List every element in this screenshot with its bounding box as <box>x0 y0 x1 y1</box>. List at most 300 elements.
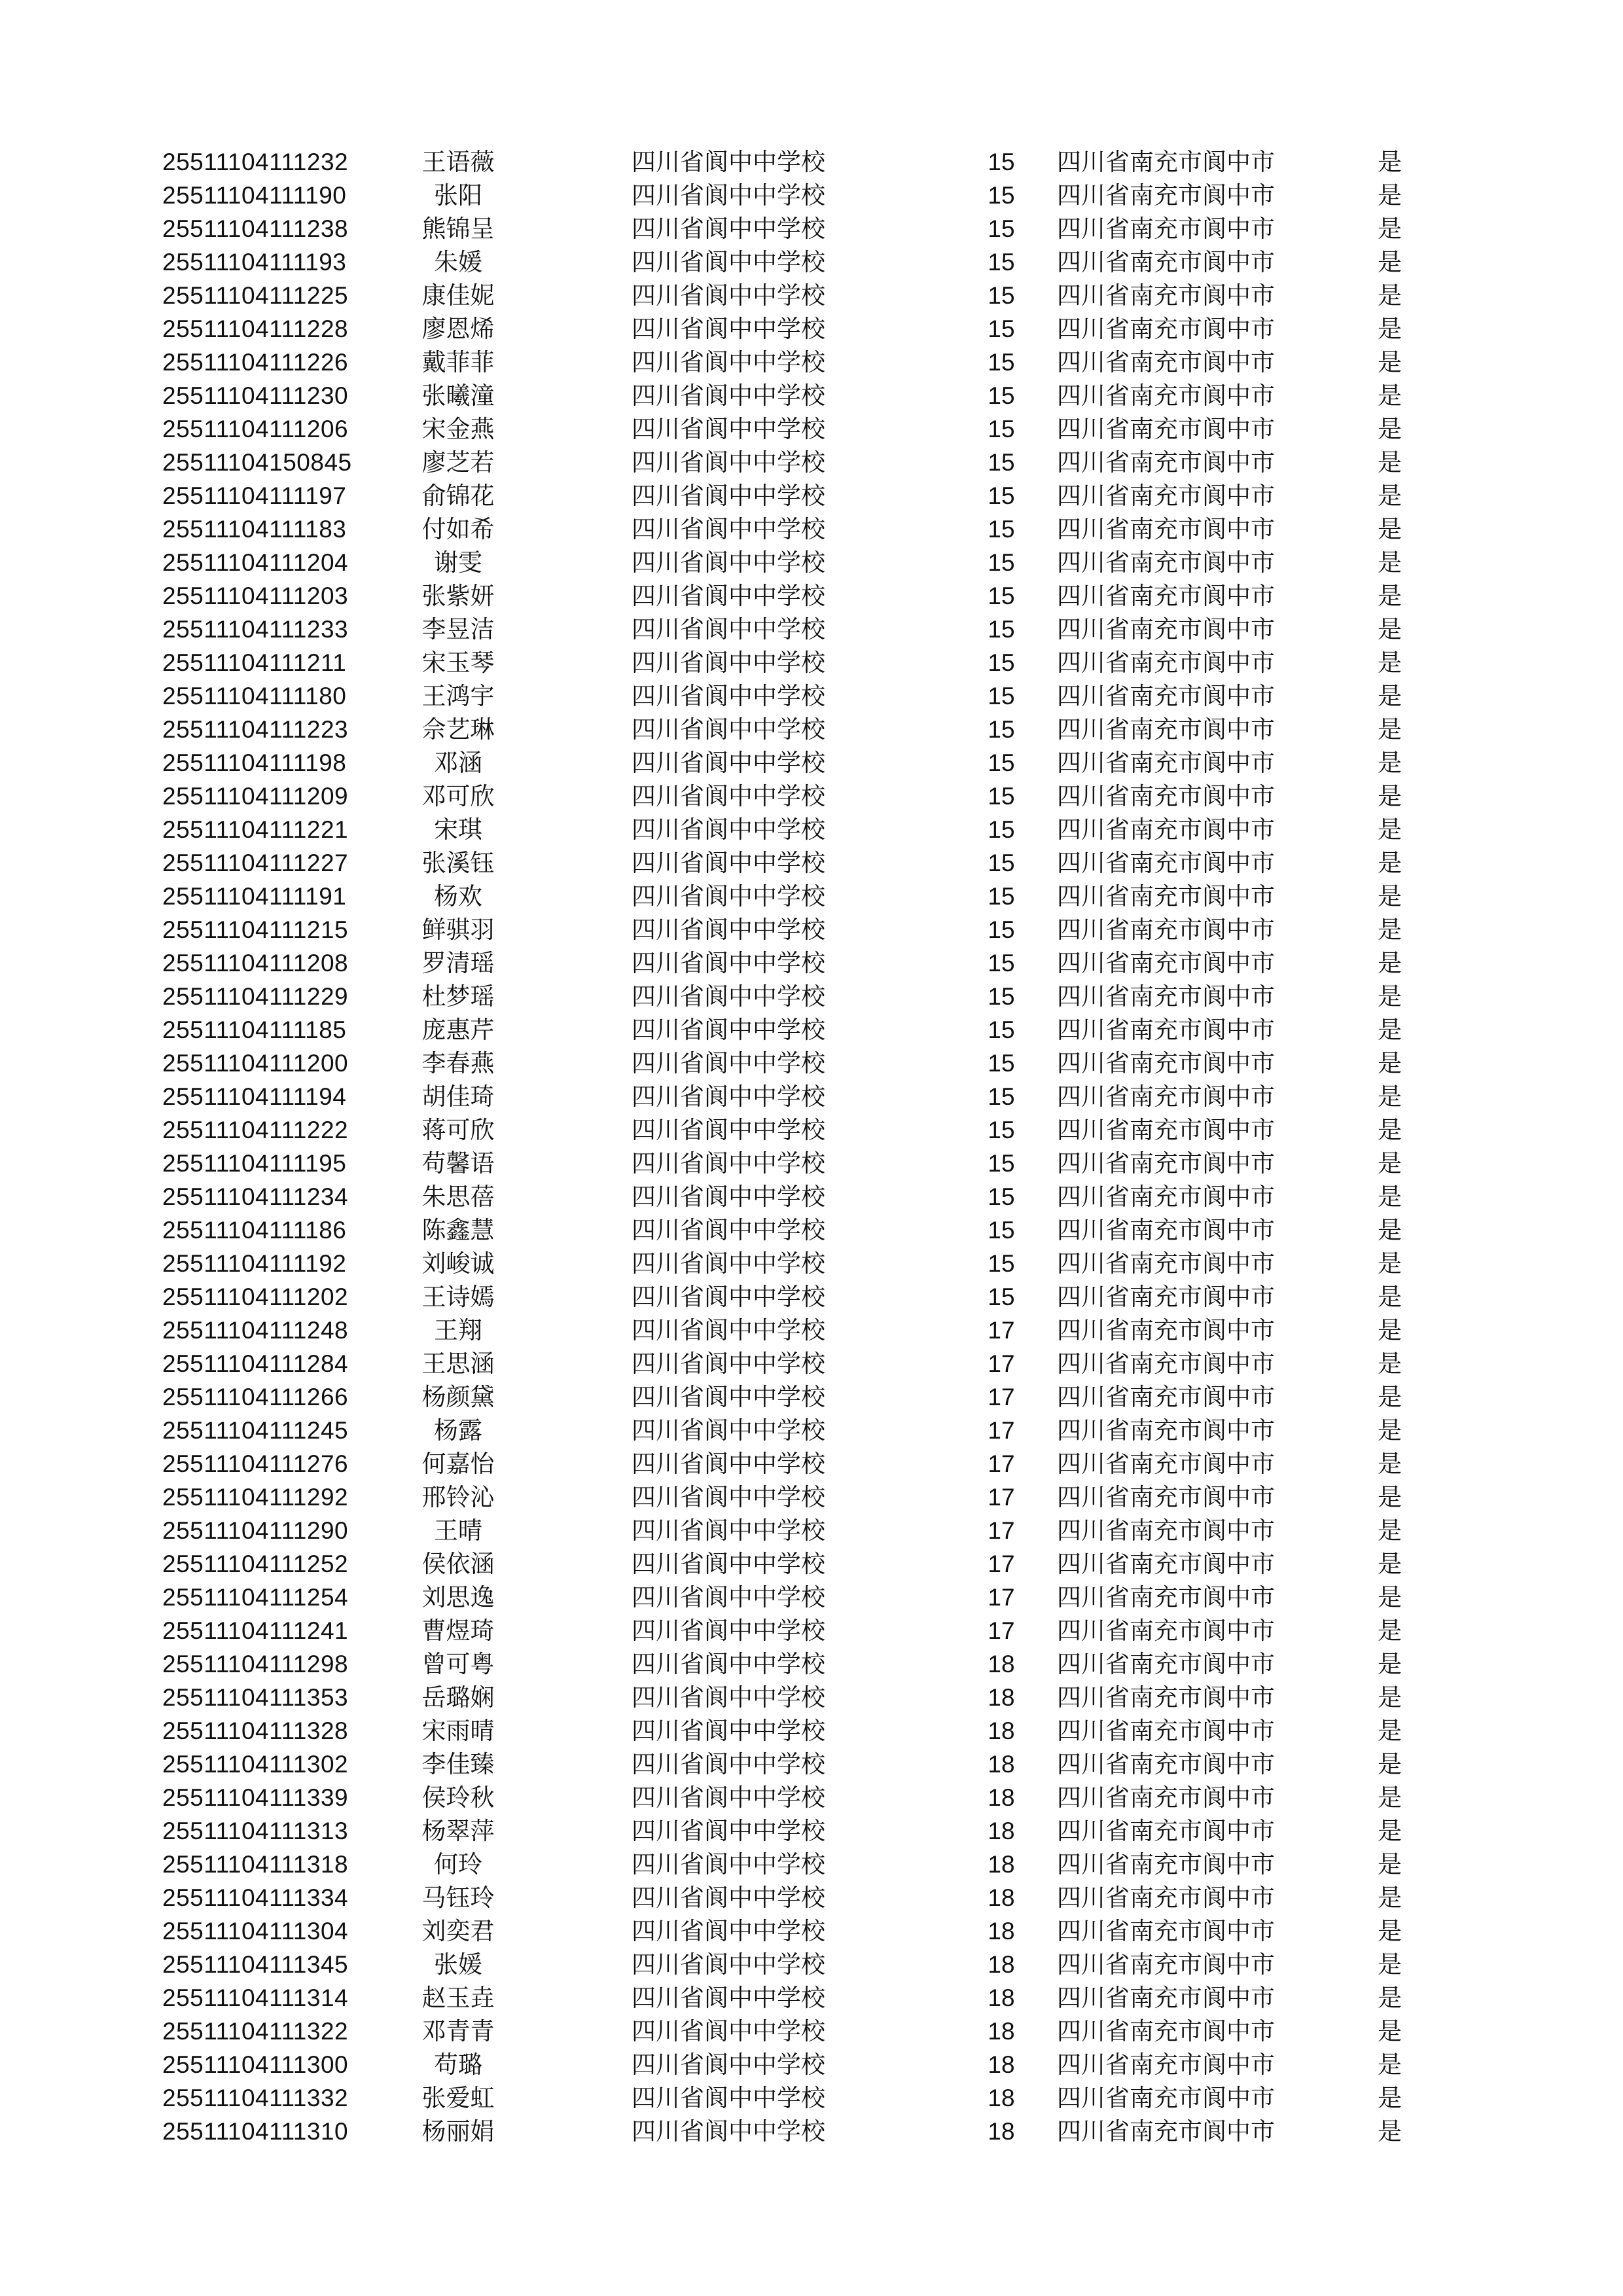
student-name: 岳璐娴 <box>421 1683 495 1712</box>
student-name: 杜梦瑶 <box>421 982 495 1011</box>
school-name: 四川省阆中中学校 <box>632 649 825 677</box>
student-id: 25511104111221 <box>162 816 349 843</box>
school-name: 四川省阆中中学校 <box>632 2051 825 2079</box>
student-id: 25511104111310 <box>162 2118 349 2145</box>
student-id: 25511104111284 <box>162 1350 349 1377</box>
school-name: 四川省阆中中学校 <box>632 1316 825 1344</box>
region-name: 四川省南充市阆中市 <box>1057 715 1275 744</box>
region-name: 四川省南充市阆中市 <box>1057 1683 1275 1712</box>
class-number: 18 <box>988 2051 1015 2078</box>
region-name: 四川省南充市阆中市 <box>1057 1249 1275 1278</box>
status-flag: 是 <box>1378 982 1402 1011</box>
class-number: 15 <box>988 1150 1015 1177</box>
table-row <box>0 1047 1623 1080</box>
student-id: 25511104111208 <box>162 950 349 977</box>
table-row <box>0 446 1623 479</box>
table-row <box>0 1280 1623 1314</box>
region-name: 四川省南充市阆中市 <box>1057 1784 1275 1812</box>
student-name: 王诗嫣 <box>421 1283 495 1311</box>
status-flag: 是 <box>1378 749 1402 777</box>
table-row <box>0 279 1623 312</box>
student-name: 苟璐 <box>434 2051 482 2079</box>
table-row <box>0 1948 1623 1981</box>
student-name: 刘思逸 <box>421 1583 495 1611</box>
region-name: 四川省南充市阆中市 <box>1057 1984 1275 2012</box>
school-name: 四川省阆中中学校 <box>632 782 825 810</box>
class-number: 17 <box>988 1484 1015 1511</box>
student-id: 25511104111206 <box>162 416 349 442</box>
student-name: 赵玉垚 <box>421 1984 495 2012</box>
student-id: 25511104111228 <box>162 315 349 342</box>
region-name: 四川省南充市阆中市 <box>1057 215 1275 243</box>
table-row <box>0 1247 1623 1280</box>
school-name: 四川省阆中中学校 <box>632 849 825 877</box>
status-flag: 是 <box>1378 1249 1402 1278</box>
region-name: 四川省南充市阆中市 <box>1057 1350 1275 1378</box>
class-number: 15 <box>988 215 1015 242</box>
class-number: 15 <box>988 249 1015 276</box>
region-name: 四川省南充市阆中市 <box>1057 882 1275 910</box>
class-number: 18 <box>988 1951 1015 1978</box>
table-row <box>0 179 1623 212</box>
table-row <box>0 1080 1623 1113</box>
class-number: 15 <box>988 716 1015 743</box>
region-name: 四川省南充市阆中市 <box>1057 1083 1275 1111</box>
region-name: 四川省南充市阆中市 <box>1057 1383 1275 1411</box>
table-row <box>0 579 1623 613</box>
table-row <box>0 1213 1623 1247</box>
status-flag: 是 <box>1378 2084 1402 2112</box>
class-number: 17 <box>988 1517 1015 1544</box>
region-name: 四川省南充市阆中市 <box>1057 1149 1275 1177</box>
class-number: 15 <box>988 149 1015 175</box>
school-name: 四川省阆中中学校 <box>632 1416 825 1444</box>
status-flag: 是 <box>1378 248 1402 276</box>
school-name: 四川省阆中中学校 <box>632 715 825 744</box>
table-row <box>0 546 1623 579</box>
school-name: 四川省阆中中学校 <box>632 1950 825 1979</box>
status-flag: 是 <box>1378 315 1402 343</box>
status-flag: 是 <box>1378 916 1402 944</box>
status-flag: 是 <box>1378 1717 1402 1745</box>
status-flag: 是 <box>1378 1984 1402 2012</box>
region-name: 四川省南充市阆中市 <box>1057 348 1275 376</box>
region-name: 四川省南充市阆中市 <box>1057 1116 1275 1144</box>
student-id: 25511104111234 <box>162 1183 349 1210</box>
school-name: 四川省阆中中学校 <box>632 215 825 243</box>
region-name: 四川省南充市阆中市 <box>1057 482 1275 510</box>
status-flag: 是 <box>1378 2051 1402 2079</box>
student-name: 张爱虹 <box>421 2084 495 2112</box>
region-name: 四川省南充市阆中市 <box>1057 816 1275 844</box>
region-name: 四川省南充市阆中市 <box>1057 1216 1275 1244</box>
class-number: 15 <box>988 1283 1015 1310</box>
table-row <box>0 946 1623 980</box>
table-row <box>0 780 1623 813</box>
table-row <box>0 1013 1623 1047</box>
table-row <box>0 1881 1623 1914</box>
table-row <box>0 1113 1623 1147</box>
status-flag: 是 <box>1378 482 1402 510</box>
school-name: 四川省阆中中学校 <box>632 2117 825 2145</box>
student-table <box>0 145 1623 2148</box>
student-id: 25511104111238 <box>162 215 349 242</box>
school-name: 四川省阆中中学校 <box>632 1450 825 1478</box>
student-id: 25511104111180 <box>162 683 347 709</box>
school-name: 四川省阆中中学校 <box>632 2017 825 2045</box>
school-name: 四川省阆中中学校 <box>632 1850 825 1878</box>
status-flag: 是 <box>1378 715 1402 744</box>
student-name: 王语薇 <box>421 148 495 176</box>
region-name: 四川省南充市阆中市 <box>1057 1416 1275 1444</box>
class-number: 15 <box>988 1250 1015 1277</box>
school-name: 四川省阆中中学校 <box>632 1249 825 1278</box>
student-name: 熊锦呈 <box>421 215 495 243</box>
region-name: 四川省南充市阆中市 <box>1057 1717 1275 1745</box>
student-id: 25511104111318 <box>162 1851 349 1878</box>
table-row <box>0 1514 1623 1547</box>
student-id: 25511104111183 <box>162 516 347 543</box>
table-row <box>0 2081 1623 2115</box>
class-number: 15 <box>988 1083 1015 1110</box>
student-id: 25511104111313 <box>162 1818 349 1844</box>
class-number: 17 <box>988 1551 1015 1577</box>
student-name: 杨欢 <box>434 882 482 910</box>
table-row <box>0 2048 1623 2081</box>
table-row <box>0 880 1623 913</box>
student-id: 25511104111226 <box>162 349 349 376</box>
school-name: 四川省阆中中学校 <box>632 448 825 476</box>
student-id: 25511104111192 <box>162 1250 347 1277</box>
status-flag: 是 <box>1378 782 1402 810</box>
student-name: 杨翠萍 <box>421 1817 495 1845</box>
school-name: 四川省阆中中学校 <box>632 1083 825 1111</box>
student-id: 25511104111197 <box>162 482 347 509</box>
student-name: 宋金燕 <box>421 415 495 443</box>
table-row <box>0 212 1623 245</box>
student-id: 25511104111193 <box>162 249 347 276</box>
class-number: 15 <box>988 1217 1015 1244</box>
student-name: 马钰玲 <box>421 1884 495 1912</box>
table-row <box>0 2115 1623 2148</box>
class-number: 17 <box>988 1384 1015 1410</box>
table-row <box>0 980 1623 1013</box>
class-number: 18 <box>988 1717 1015 1744</box>
student-name: 宋雨晴 <box>421 1717 495 1745</box>
region-name: 四川省南充市阆中市 <box>1057 1283 1275 1311</box>
student-id: 25511104111215 <box>162 916 349 943</box>
student-name: 刘峻诚 <box>421 1249 495 1278</box>
student-name: 陈鑫慧 <box>421 1216 495 1244</box>
status-flag: 是 <box>1378 515 1402 543</box>
school-name: 四川省阆中中学校 <box>632 248 825 276</box>
student-name: 李春燕 <box>421 1049 495 1077</box>
school-name: 四川省阆中中学校 <box>632 348 825 376</box>
class-number: 18 <box>988 1684 1015 1711</box>
table-row <box>0 679 1623 713</box>
table-row <box>0 1814 1623 1848</box>
school-name: 四川省阆中中学校 <box>632 548 825 577</box>
student-name: 邓青青 <box>421 2017 495 2045</box>
student-id: 25511104111200 <box>162 1050 349 1077</box>
student-id: 25511104111230 <box>162 382 349 409</box>
region-name: 四川省南充市阆中市 <box>1057 649 1275 677</box>
student-id: 25511104111314 <box>162 1984 349 2011</box>
student-id: 25511104111232 <box>162 149 349 175</box>
region-name: 四川省南充市阆中市 <box>1057 1016 1275 1044</box>
status-flag: 是 <box>1378 649 1402 677</box>
class-number: 15 <box>988 850 1015 876</box>
school-name: 四川省阆中中学校 <box>632 382 825 410</box>
status-flag: 是 <box>1378 1850 1402 1878</box>
status-flag: 是 <box>1378 1216 1402 1244</box>
class-number: 15 <box>988 549 1015 576</box>
class-number: 18 <box>988 2018 1015 2045</box>
class-number: 15 <box>988 649 1015 676</box>
status-flag: 是 <box>1378 1550 1402 1578</box>
status-flag: 是 <box>1378 281 1402 310</box>
region-name: 四川省南充市阆中市 <box>1057 749 1275 777</box>
region-name: 四川省南充市阆中市 <box>1057 1516 1275 1545</box>
class-number: 15 <box>988 516 1015 543</box>
student-id: 25511104111328 <box>162 1717 349 1744</box>
region-name: 四川省南充市阆中市 <box>1057 949 1275 977</box>
region-name: 四川省南充市阆中市 <box>1057 1817 1275 1845</box>
class-number: 18 <box>988 1651 1015 1677</box>
table-row <box>0 1681 1623 1714</box>
table-row <box>0 1547 1623 1581</box>
student-id: 25511104111334 <box>162 1884 349 1911</box>
table-row <box>0 1447 1623 1480</box>
school-name: 四川省阆中中学校 <box>632 1717 825 1745</box>
student-name: 侯玲秋 <box>421 1784 495 1812</box>
region-name: 四川省南充市阆中市 <box>1057 1617 1275 1645</box>
school-name: 四川省阆中中学校 <box>632 482 825 510</box>
region-name: 四川省南充市阆中市 <box>1057 615 1275 643</box>
student-name: 邓涵 <box>434 749 482 777</box>
class-number: 17 <box>988 1350 1015 1377</box>
class-number: 15 <box>988 916 1015 943</box>
student-id: 25511104111245 <box>162 1417 349 1444</box>
class-number: 17 <box>988 1584 1015 1611</box>
student-name: 罗清瑶 <box>421 949 495 977</box>
region-name: 四川省南充市阆中市 <box>1057 281 1275 310</box>
status-flag: 是 <box>1378 1650 1402 1678</box>
region-name: 四川省南充市阆中市 <box>1057 1750 1275 1778</box>
student-id: 25511104111304 <box>162 1918 349 1945</box>
status-flag: 是 <box>1378 1316 1402 1344</box>
table-row <box>0 346 1623 379</box>
student-id: 25511104111211 <box>162 649 347 676</box>
student-name: 何玲 <box>434 1850 482 1878</box>
status-flag: 是 <box>1378 1383 1402 1411</box>
student-name: 张曦潼 <box>421 382 495 410</box>
school-name: 四川省阆中中学校 <box>632 982 825 1011</box>
status-flag: 是 <box>1378 1416 1402 1444</box>
table-row <box>0 813 1623 846</box>
region-name: 四川省南充市阆中市 <box>1057 1850 1275 1878</box>
table-row <box>0 913 1623 946</box>
region-name: 四川省南充市阆中市 <box>1057 982 1275 1011</box>
student-name: 张溪钰 <box>421 849 495 877</box>
student-id: 25511104111241 <box>162 1617 349 1644</box>
student-id: 25511104111345 <box>162 1951 349 1978</box>
student-id: 25511104111233 <box>162 616 349 643</box>
region-name: 四川省南充市阆中市 <box>1057 1550 1275 1578</box>
status-flag: 是 <box>1378 548 1402 577</box>
student-name: 曹煜琦 <box>421 1617 495 1645</box>
student-name: 谢雯 <box>434 548 482 577</box>
student-id: 25511104111222 <box>162 1117 349 1143</box>
status-flag: 是 <box>1378 1116 1402 1144</box>
class-number: 17 <box>988 1417 1015 1444</box>
student-name: 曾可粤 <box>421 1650 495 1678</box>
status-flag: 是 <box>1378 1950 1402 1979</box>
class-number: 18 <box>988 2085 1015 2111</box>
school-name: 四川省阆中中学校 <box>632 1750 825 1778</box>
student-id: 25511104111203 <box>162 583 349 609</box>
region-name: 四川省南充市阆中市 <box>1057 1583 1275 1611</box>
status-flag: 是 <box>1378 1917 1402 1945</box>
student-id: 25511104111332 <box>162 2085 349 2111</box>
school-name: 四川省阆中中学校 <box>632 1016 825 1044</box>
status-flag: 是 <box>1378 1583 1402 1611</box>
table-row <box>0 1380 1623 1414</box>
class-number: 15 <box>988 583 1015 609</box>
class-number: 18 <box>988 1851 1015 1878</box>
class-number: 15 <box>988 749 1015 776</box>
student-name: 付如希 <box>421 515 495 543</box>
student-id: 25511104111248 <box>162 1317 349 1344</box>
status-flag: 是 <box>1378 1283 1402 1311</box>
student-id: 25511104111292 <box>162 1484 349 1511</box>
region-name: 四川省南充市阆中市 <box>1057 1049 1275 1077</box>
table-row <box>0 479 1623 512</box>
class-number: 15 <box>988 683 1015 709</box>
region-name: 四川省南充市阆中市 <box>1057 1917 1275 1945</box>
table-row <box>0 245 1623 279</box>
table-row <box>0 846 1623 880</box>
class-number: 15 <box>988 1117 1015 1143</box>
student-name: 康佳妮 <box>421 281 495 310</box>
class-number: 15 <box>988 883 1015 910</box>
school-name: 四川省阆中中学校 <box>632 1917 825 1945</box>
table-row <box>0 1848 1623 1881</box>
student-id: 25511104111298 <box>162 1651 349 1677</box>
table-row <box>0 1914 1623 1948</box>
class-number: 18 <box>988 1751 1015 1778</box>
region-name: 四川省南充市阆中市 <box>1057 1316 1275 1344</box>
school-name: 四川省阆中中学校 <box>632 1650 825 1678</box>
status-flag: 是 <box>1378 348 1402 376</box>
table-row <box>0 1748 1623 1781</box>
class-number: 15 <box>988 983 1015 1010</box>
student-id: 25511104111186 <box>162 1217 347 1244</box>
class-number: 18 <box>988 1918 1015 1945</box>
student-id: 25511104111227 <box>162 850 349 876</box>
table-row <box>0 1581 1623 1614</box>
student-id: 25511104111252 <box>162 1551 349 1577</box>
class-number: 17 <box>988 1617 1015 1644</box>
region-name: 四川省南充市阆中市 <box>1057 2084 1275 2112</box>
status-flag: 是 <box>1378 582 1402 610</box>
class-number: 15 <box>988 1183 1015 1210</box>
status-flag: 是 <box>1378 1817 1402 1845</box>
student-name: 廖芝若 <box>421 448 495 476</box>
student-id: 25511104111202 <box>162 1283 349 1310</box>
status-flag: 是 <box>1378 849 1402 877</box>
region-name: 四川省南充市阆中市 <box>1057 1183 1275 1211</box>
table-row <box>0 1347 1623 1380</box>
region-name: 四川省南充市阆中市 <box>1057 448 1275 476</box>
status-flag: 是 <box>1378 2017 1402 2045</box>
school-name: 四川省阆中中学校 <box>632 1216 825 1244</box>
student-name: 宋琪 <box>434 816 482 844</box>
school-name: 四川省阆中中学校 <box>632 181 825 209</box>
student-name: 杨丽娟 <box>421 2117 495 2145</box>
region-name: 四川省南充市阆中市 <box>1057 1884 1275 1912</box>
class-number: 17 <box>988 1450 1015 1477</box>
status-flag: 是 <box>1378 1350 1402 1378</box>
class-number: 15 <box>988 1016 1015 1043</box>
student-name: 张阳 <box>434 181 482 209</box>
school-name: 四川省阆中中学校 <box>632 916 825 944</box>
region-name: 四川省南充市阆中市 <box>1057 1950 1275 1979</box>
school-name: 四川省阆中中学校 <box>632 1583 825 1611</box>
school-name: 四川省阆中中学校 <box>632 816 825 844</box>
student-id: 25511104111300 <box>162 2051 349 2078</box>
school-name: 四川省阆中中学校 <box>632 1784 825 1812</box>
region-name: 四川省南充市阆中市 <box>1057 2051 1275 2079</box>
class-number: 17 <box>988 1317 1015 1344</box>
class-number: 18 <box>988 1784 1015 1811</box>
student-id: 25511104111322 <box>162 2018 349 2045</box>
school-name: 四川省阆中中学校 <box>632 615 825 643</box>
school-name: 四川省阆中中学校 <box>632 281 825 310</box>
status-flag: 是 <box>1378 949 1402 977</box>
status-flag: 是 <box>1378 1450 1402 1478</box>
table-row <box>0 1647 1623 1681</box>
class-number: 15 <box>988 382 1015 409</box>
class-number: 15 <box>988 349 1015 376</box>
status-flag: 是 <box>1378 2117 1402 2145</box>
school-name: 四川省阆中中学校 <box>632 1617 825 1645</box>
region-name: 四川省南充市阆中市 <box>1057 181 1275 209</box>
region-name: 四川省南充市阆中市 <box>1057 682 1275 710</box>
student-id: 25511104111353 <box>162 1684 349 1711</box>
region-name: 四川省南充市阆中市 <box>1057 382 1275 410</box>
class-number: 15 <box>988 182 1015 209</box>
status-flag: 是 <box>1378 181 1402 209</box>
table-row <box>0 2015 1623 2048</box>
table-row <box>0 1314 1623 1347</box>
class-number: 15 <box>988 816 1015 843</box>
class-number: 18 <box>988 2118 1015 2145</box>
student-name: 张紫妍 <box>421 582 495 610</box>
school-name: 四川省阆中中学校 <box>632 1183 825 1211</box>
region-name: 四川省南充市阆中市 <box>1057 548 1275 577</box>
student-name: 杨露 <box>434 1416 482 1444</box>
status-flag: 是 <box>1378 682 1402 710</box>
student-id: 25511104111254 <box>162 1584 349 1611</box>
table-row <box>0 1414 1623 1447</box>
class-number: 18 <box>988 1984 1015 2011</box>
student-name: 佘艺琳 <box>421 715 495 744</box>
class-number: 15 <box>988 950 1015 977</box>
student-id: 25511104111266 <box>162 1384 349 1410</box>
student-id: 25511104111276 <box>162 1450 349 1477</box>
region-name: 四川省南充市阆中市 <box>1057 1483 1275 1511</box>
